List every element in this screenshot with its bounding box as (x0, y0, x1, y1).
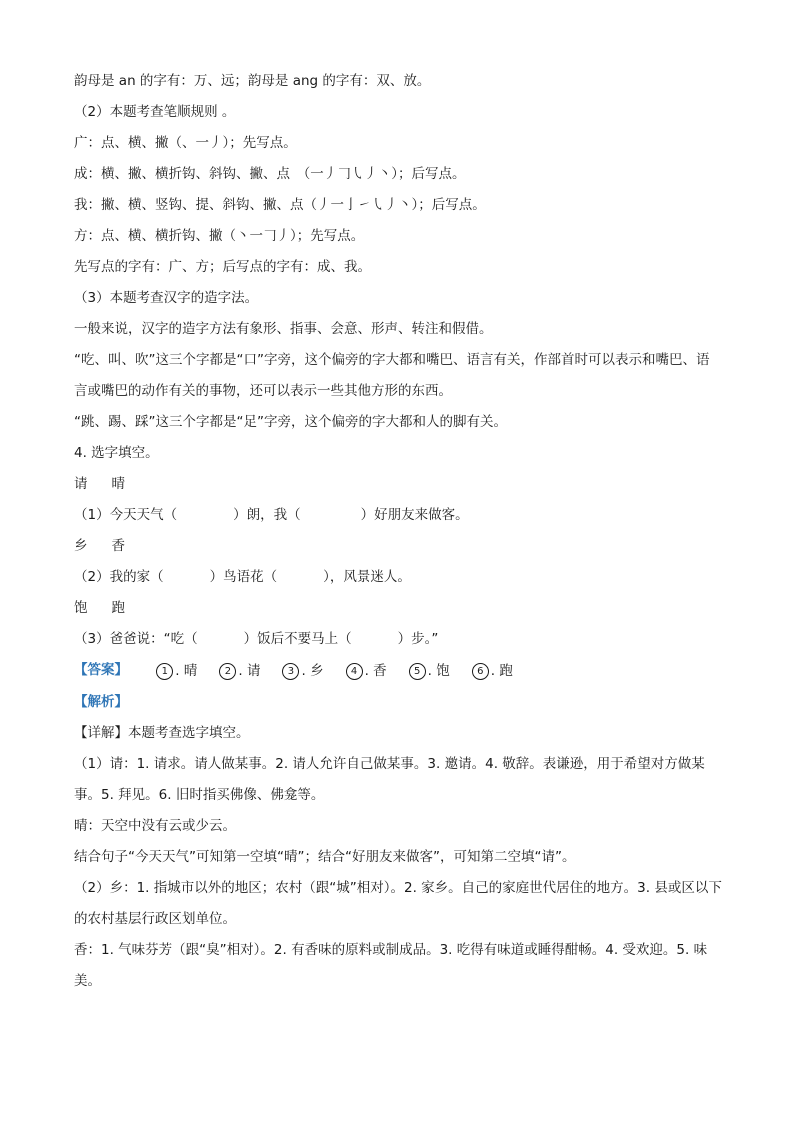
answer-list (132, 656, 535, 687)
answer-label: 【答案】 (74, 662, 128, 678)
answer-row (74, 655, 724, 687)
document-page (74, 66, 724, 997)
number-circle: 6 (472, 663, 489, 680)
analysis-xiang-fragrant: 香：1. 气味芬芳（跟“臭”相对）。2. 有香味的原料或制成品。3. 吃得有味道或睡得酣畅。4. 受欢迎。5. 味美。 (74, 942, 708, 989)
q2-part-c: ），风景迷人。 (323, 569, 411, 585)
mouth-radical-paragraph: “吃、叫、吹”这三个字都是“口”字旁，这个偏旁的字大都和嘴巴、语言有关，作部首时可以表示和嘴巴、语言或嘴巴的动作有关的事物，还可以表示一些其他方形的东西。 (74, 352, 710, 399)
analysis-qing: （1）请：1. 请求。请人做某事。2. 请人允许自己做某事。3. 邀请。4. 敬辞。表谦逊，用于希望对方做某事。5. 拜见。6. 旧时指买佛像、佛龛等。 (74, 756, 705, 803)
answer-text: . 香 (364, 663, 387, 679)
q2-char-a: 乡 (74, 538, 88, 554)
answer-text: . 晴 (175, 663, 198, 679)
q1-part-c: ）好朋友来做客。 (360, 507, 469, 523)
q1-char-b: 晴 (111, 476, 125, 492)
q3-char-a: 饱 (74, 600, 88, 616)
rhyme-sentence: 韵母是 an 的字有：万、远；韵母是 ang 的字有：双、放。 (74, 73, 431, 89)
q2-char-pair (74, 531, 724, 562)
answer-text: . 乡 (301, 663, 324, 679)
stroke-wo: 我：撇、横、竖钩、提、斜钩、撇、点（丿一亅㇀㇂丿丶）；后写点。 (74, 197, 486, 213)
answer-item (409, 656, 450, 687)
stroke-cheng: 成：横、撇、横折钩、斜钩、撇、点 （一丿𠃌㇂丿丶）；后写点。 (74, 166, 466, 182)
question-4-title: 4. 选字填空。 (74, 445, 159, 461)
stroke-guang: 广：点、横、撇（、一丿）；先写点。 (74, 135, 297, 151)
stroke-summary: 先写点的字有：广、方；后写点的字有：成、我。 (74, 259, 371, 275)
section-3-heading: （3）本题考查汉字的造字法。 (74, 290, 259, 306)
q3-part-a: （3）爸爸说：“吃（ (74, 631, 198, 647)
answer-item (156, 656, 197, 687)
formation-intro: 一般来说，汉字的造字方法有象形、指事、会意、形声、转注和假借。 (74, 321, 493, 337)
answer-item (346, 656, 387, 687)
q1-part-b: ）朗，我（ (233, 507, 301, 523)
number-circle: 1 (156, 663, 173, 680)
analysis-label: 【解析】 (74, 694, 128, 710)
q3-char-pair (74, 593, 724, 624)
foot-radical-paragraph: “跳、踢、踩”这三个字都是“足”字旁，这个偏旁的字大都和人的脚有关。 (74, 414, 507, 430)
detail-text: 本题考查选字填空。 (128, 725, 250, 741)
answer-text: . 请 (238, 663, 261, 679)
q2-char-b: 香 (111, 538, 125, 554)
q3-part-b: ）饭后不要马上（ (243, 631, 352, 647)
answer-item (219, 656, 260, 687)
number-circle: 4 (346, 663, 363, 680)
detail-label: 【详解】 (74, 725, 128, 741)
analysis-q1-conclusion: 结合句子“今天天气”可知第一空填“晴”；结合“好朋友来做客”，可知第二空填“请”。 (74, 849, 576, 865)
section-2-heading: （2）本题考查笔顺规则 。 (74, 104, 236, 120)
q2-part-b: ）鸟语花（ (209, 569, 278, 585)
analysis-qing-sunny: 晴：天空中没有云或少云。 (74, 818, 236, 834)
q1-part-a: （1）今天天气（ (74, 507, 178, 523)
analysis-row (74, 687, 724, 718)
number-circle: 3 (282, 663, 299, 680)
q1-char-a: 请 (74, 476, 88, 492)
analysis-xiang: （2）乡：1. 指城市以外的地区；农村（跟“城”相对）。2. 家乡。自己的家庭世代居住的地方。3. 县或区以下的农村基层行政区划单位。 (74, 880, 722, 927)
answer-text: . 饱 (427, 663, 450, 679)
q1-sentence (74, 500, 724, 531)
q2-part-a: （2）我的家（ (74, 569, 164, 585)
q1-char-pair (74, 469, 724, 500)
q3-sentence (74, 624, 724, 655)
q2-sentence (74, 562, 724, 593)
answer-item (472, 656, 513, 687)
answer-item (282, 656, 323, 687)
number-circle: 5 (409, 663, 426, 680)
answer-text: . 跑 (490, 663, 513, 679)
number-circle: 2 (219, 663, 236, 680)
q3-char-b: 跑 (111, 600, 125, 616)
detail-row (74, 718, 724, 749)
q3-part-c: ）步。” (397, 631, 439, 647)
stroke-fang: 方：点、横、横折钩、撇（丶一𠃌丿）；先写点。 (74, 228, 365, 244)
